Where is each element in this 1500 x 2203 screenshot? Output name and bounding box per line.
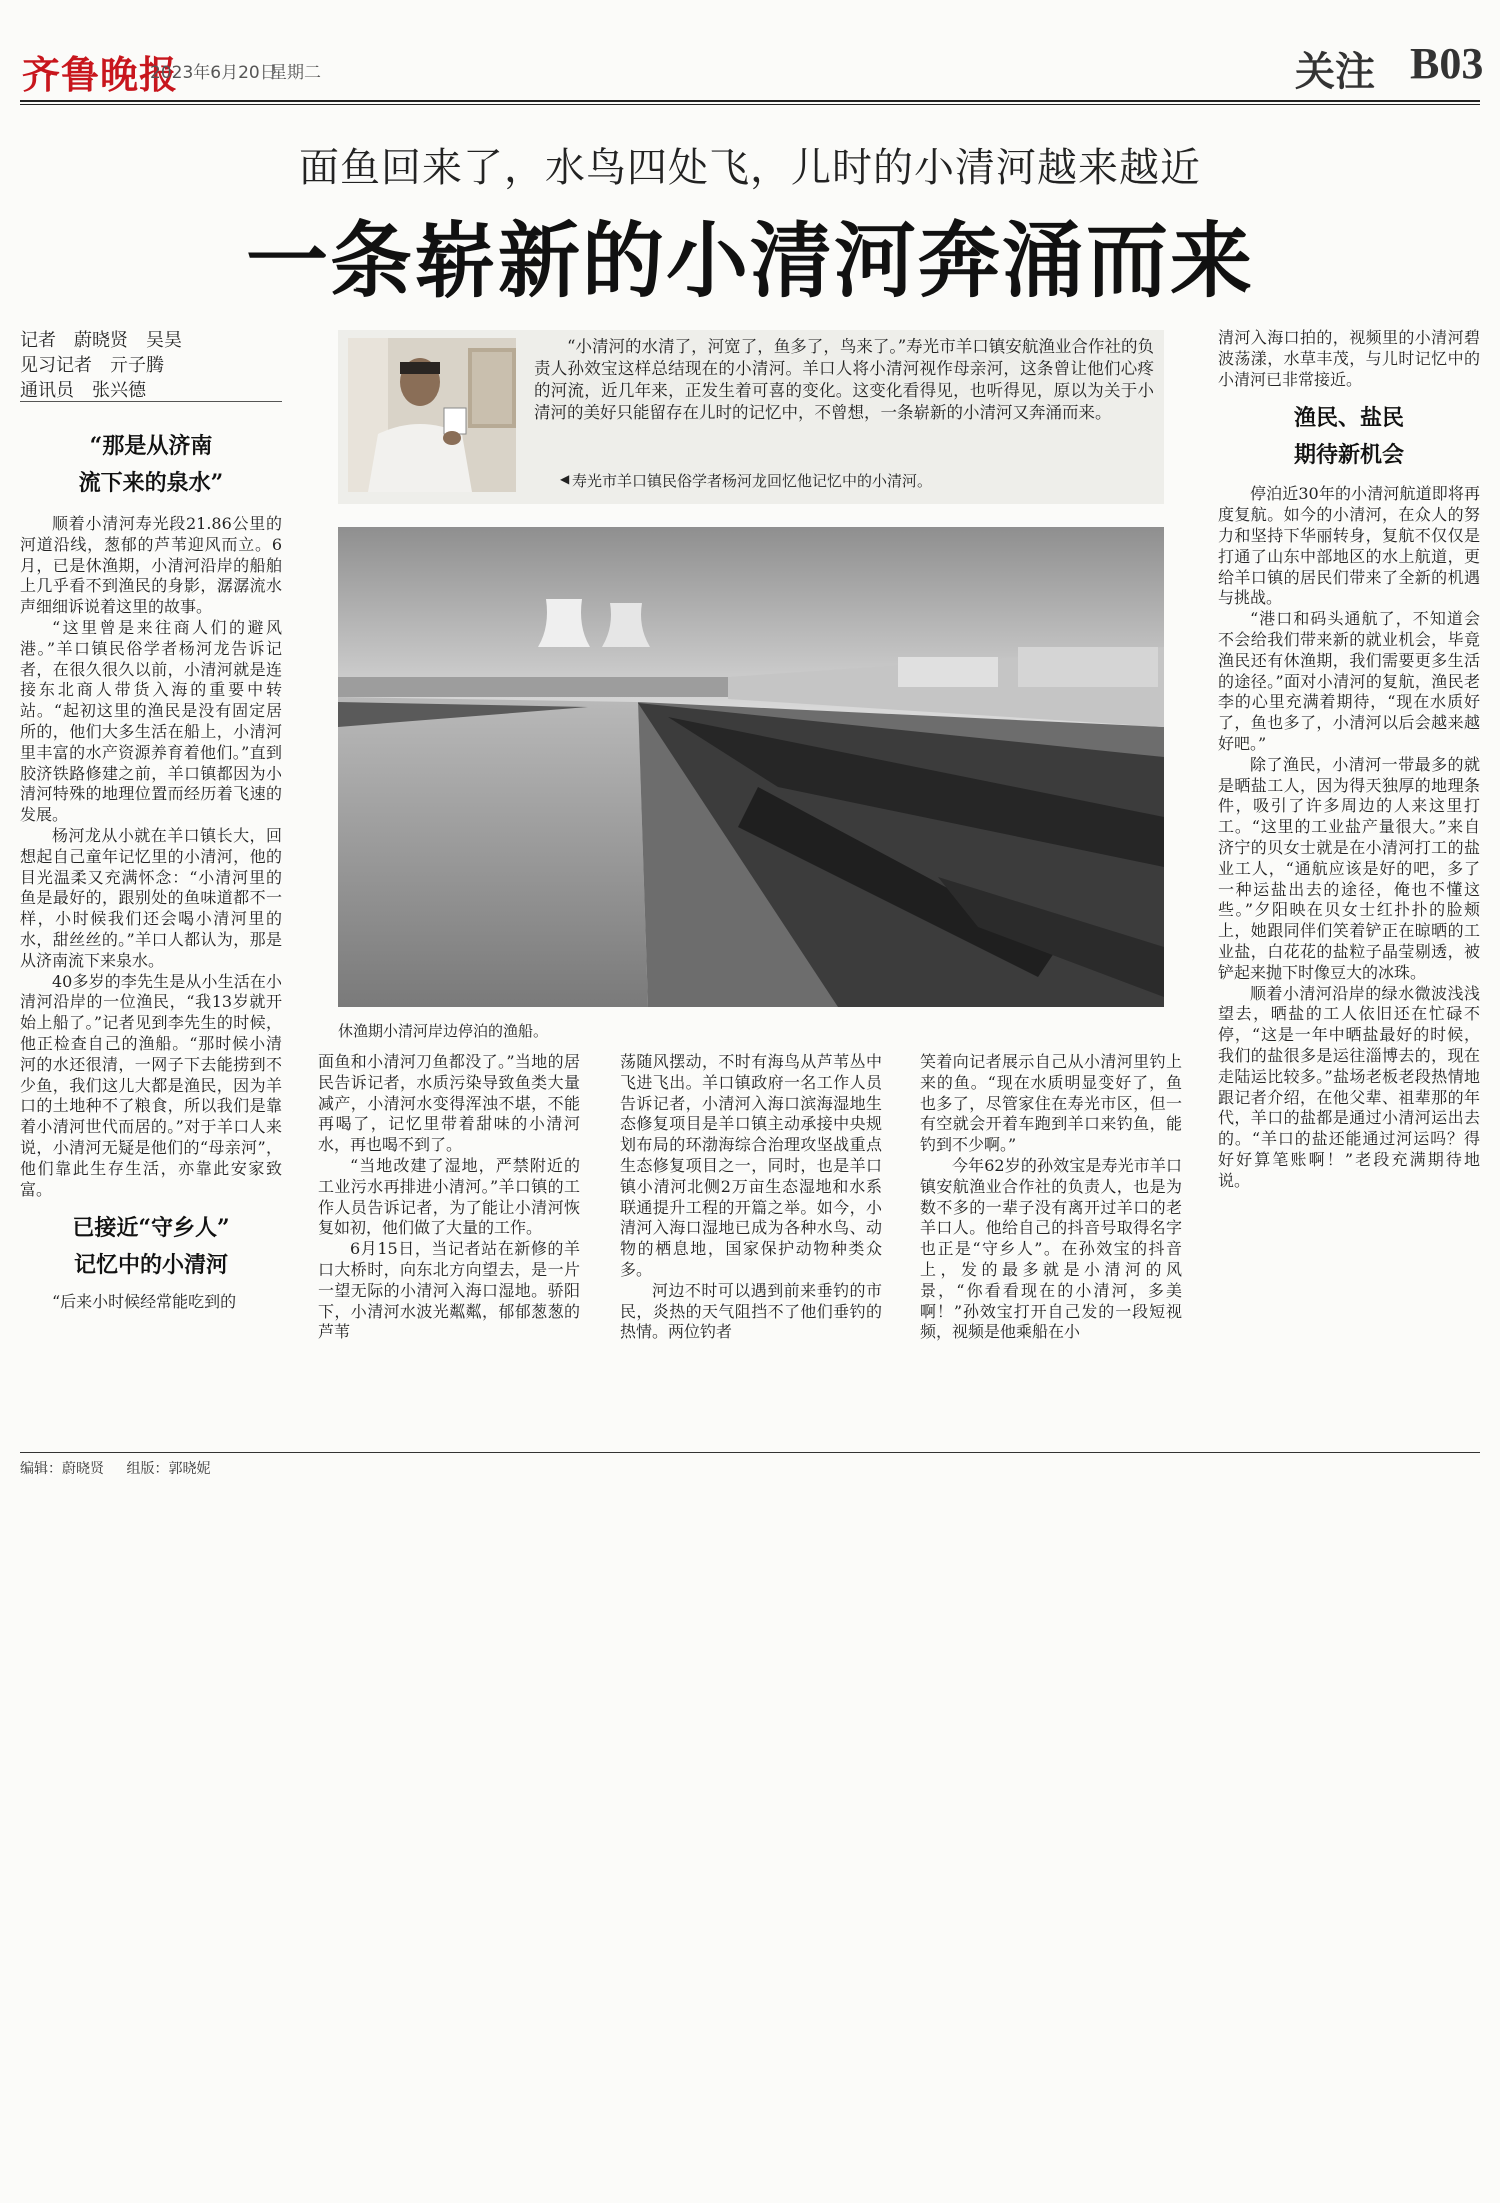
paragraph: 除了渔民，小清河一带最多的就是晒盐工人，因为得天独厚的地理条件，吸引了许多周边的人来这里打工。“这里的工业盐产量很大。”来自济宁的贝女士就是在小清河打工的盐业工人，“通航应该是好的吧，多了一种运盐出去的途径，俺也不懂这些。”夕阳映在贝女士红扑扑的脸颊上，她跟同伴们笑着铲正在晾晒的工业盐，白花花的盐粒子晶莹剔透，被铲起来抛下时像豆大的冰珠。 [1218,754,1480,982]
issue-date: 2023年6月20日 [150,63,277,83]
paragraph: “当地改建了湿地，严禁附近的工业污水再排进小清河。”羊口镇的工作人员告诉记者，为了能让小清河恢复如初，他们做了大量的工作。 [318,1155,580,1238]
paragraph: 河边不时可以遇到前来垂钓的市民，炎热的天气阻挡不了他们垂钓的热情。两位钓者 [620,1280,882,1342]
paragraph: “港口和码头通航了，不知道会不会给我们带来新的就业机会，毕竟渔民还有休渔期，我们需要更多生活的途径。”面对小清河的复航，渔民老李的心里充满着期待，“现在水质好了，鱼也多了，小清河以后会越来越好吧。” [1218,609,1480,753]
caption-arrow-icon: ◀ [560,472,570,486]
section-subheading: 渔民、盐民 期待新机会 [1293,405,1404,469]
byline [20,328,282,403]
paragraph: “这里曾是来往商人们的避风港。”羊口镇民俗学者杨河龙告诉记者，在很久很久以前，小清河就是连接东北商人带货入海的重要中转站。“起初这里的渔民是没有固定居所的，他们大多生活在船上，小清河里丰富的水产资源养育着他们。”直到胶济铁路修建之前，羊口镇都因为小清河特殊的地理位置而经历着飞速的发展。 [20,617,282,825]
issue-weekday: 星期二 [270,63,321,83]
footer-credits [20,1458,228,1478]
text-column-2 [318,1052,580,1343]
paragraph: 今年62岁的孙效宝是寿光市羊口镇安航渔业合作社的负责人，也是为数不多的一辈子没有离开过羊口的老羊口人。他给自己的抖音号取得名字也正是“守乡人”。在孙效宝的抖音上，发的最多就是小清河的风景，“你看看现在的小清河，多美啊！”孙效宝打开自己发的一段短视频，视频是他乘船在小 [920,1155,1182,1342]
byline-line: 记者 蔚晓贤 吴昊 [20,330,182,351]
paragraph: 6月15日，当记者站在新修的羊口大桥时，向东北方向望去，是一片一望无际的小清河入海口湿地。骄阳下，小清河水波光粼粼，郁郁葱葱的芦苇 [318,1239,580,1342]
text-column-5 [1218,328,1480,1191]
header-rule-thin [20,104,1480,105]
editor-credit: 编辑：蔚晓贤 [20,1461,104,1477]
byline-divider [20,401,282,402]
interview-photo [348,338,516,492]
harbor-photo-caption: 休渔期小清河岸边停泊的渔船。 [338,1022,549,1040]
paragraph: “后来小时候经常能吃到的 [52,1292,237,1312]
header-rule [20,100,1480,102]
section-name: 关注 [1295,48,1375,95]
harbor-photo [338,527,1164,1007]
section-subheading: “那是从济南 流下来的泉水” [78,433,224,496]
page-number: B03 [1410,39,1484,88]
paragraph: 顺着小清河沿岸的绿水微波浅浅望去，晒盐的工人依旧还在忙碌不停，“这是一年中晒盐最好的时候，我们的盐很多是运往淄博去的，现在走陆运比较多。”盐场老板老段热情地跟记者介绍，在他父辈、祖辈那的年代，羊口的盐都是通过小清河运出去的。“羊口的盐还能通过河运吗？得好好算笔账啊！”老段充满期待地说。 [1218,983,1480,1190]
paragraph: 杨河龙从小就在羊口镇长大，回想起自己童年记忆里的小清河，他的目光温柔又充满怀念：“小清河里的鱼是最好的，跟别处的鱼味道都不一样，小时候我们还会喝小清河里的水，甜丝丝的。”羊口人都认为，那是从济南流下来泉水。 [20,825,282,970]
paragraph: 停泊近30年的小清河航道即将再度复航。如今的小清河，在众人的努力和坚持下华丽转身，复航不仅仅是打通了山东中部地区的水上航道，更给羊口镇的居民们带来了全新的机遇与挑战。 [1218,484,1480,608]
paragraph: 顺着小清河寿光段21.86公里的河道沿线，葱郁的芦苇迎风而立。6月，已是休渔期，小清河沿岸的船舶上几乎看不到渔民的身影，潺潺流水声细细诉说着这里的故事。 [20,514,282,617]
text-column-4 [920,1052,1182,1343]
paragraph: 笑着向记者展示自己从小清河里钓上来的鱼。“现在水质明显变好了，鱼也多了，尽管家住在寿光市区，但一有空就会开着车跑到羊口来钓鱼，能钓到不少啊。” [920,1052,1182,1155]
article-headline: 一条崭新的小清河奔涌而来 [245,213,1254,309]
byline-line: 见习记者 亓子腾 [20,355,164,376]
byline-line: 通讯员 张兴德 [20,380,146,401]
text-column-1 [20,428,282,1313]
intro-text: “小清河的水清了，河宽了，鱼多了，鸟来了。”寿光市羊口镇安航渔业合作社的负责人孙效宝这样总结现在的小清河。羊口人将小清河视作母亲河，这条曾让他们心疼的河流，近几年来，正发生着可喜的变化。这变化看得见，也听得见，原以为关于小清河的美好只能留存在儿时的记忆中，不曾想，一条崭新的小清河又奔涌而来。 [534,337,1154,422]
article-subheadline: 面鱼回来了，水鸟四处飞，儿时的小清河越来越近 [299,145,1201,191]
newspaper-logo: 齐鲁晚报 [22,52,179,97]
layout-credit: 组版：郭晓妮 [126,1461,211,1477]
section-subheading: 已接近“守乡人” 记忆中的小清河 [72,1215,230,1279]
text-column-3 [620,1052,882,1343]
paragraph: 面鱼和小清河刀鱼都没了。”当地的居民告诉记者，水质污染导致鱼类大量减产，小清河水变得浑浊不堪，不能再喝了，记忆里带着甜味的小清河水，再也喝不到了。 [318,1052,580,1155]
intro-photo-caption: 寿光市羊口镇民俗学者杨河龙回忆他记忆中的小清河。 [572,472,933,490]
footer-rule [20,1452,1480,1453]
paragraph: 40多岁的李先生是从小生活在小清河沿岸的一位渔民，“我13岁就开始上船了。”记者见到李先生的时候，他正检查自己的渔船。“那时候小清河的水还很清，一网子下去能捞到不少鱼，我们这儿大都是渔民，因为羊口的土地种不了粮食，所以我们是靠着小清河世代而居的。”对于羊口人来说，小清河无疑是他们的“母亲河”，他们靠此生存生活，亦靠此安家致富。 [20,971,282,1199]
paragraph: 清河入海口拍的，视频里的小清河碧波荡漾，水草丰茂，与儿时记忆中的小清河已非常接近。 [1218,328,1480,389]
paragraph: 荡随风摆动，不时有海鸟从芦苇丛中飞进飞出。羊口镇政府一名工作人员告诉记者，小清河入海口滨海湿地生态修复项目是羊口镇主动承接中央规划布局的环渤海综合治理攻坚战重点生态修复项目之一，同时，也是羊口镇小清河北侧2万亩生态湿地和水系联通提升工程的开篇之举。如今，小清河入海口湿地已成为各种水鸟、动物的栖息地，国家保护动物种类众多。 [620,1052,882,1279]
